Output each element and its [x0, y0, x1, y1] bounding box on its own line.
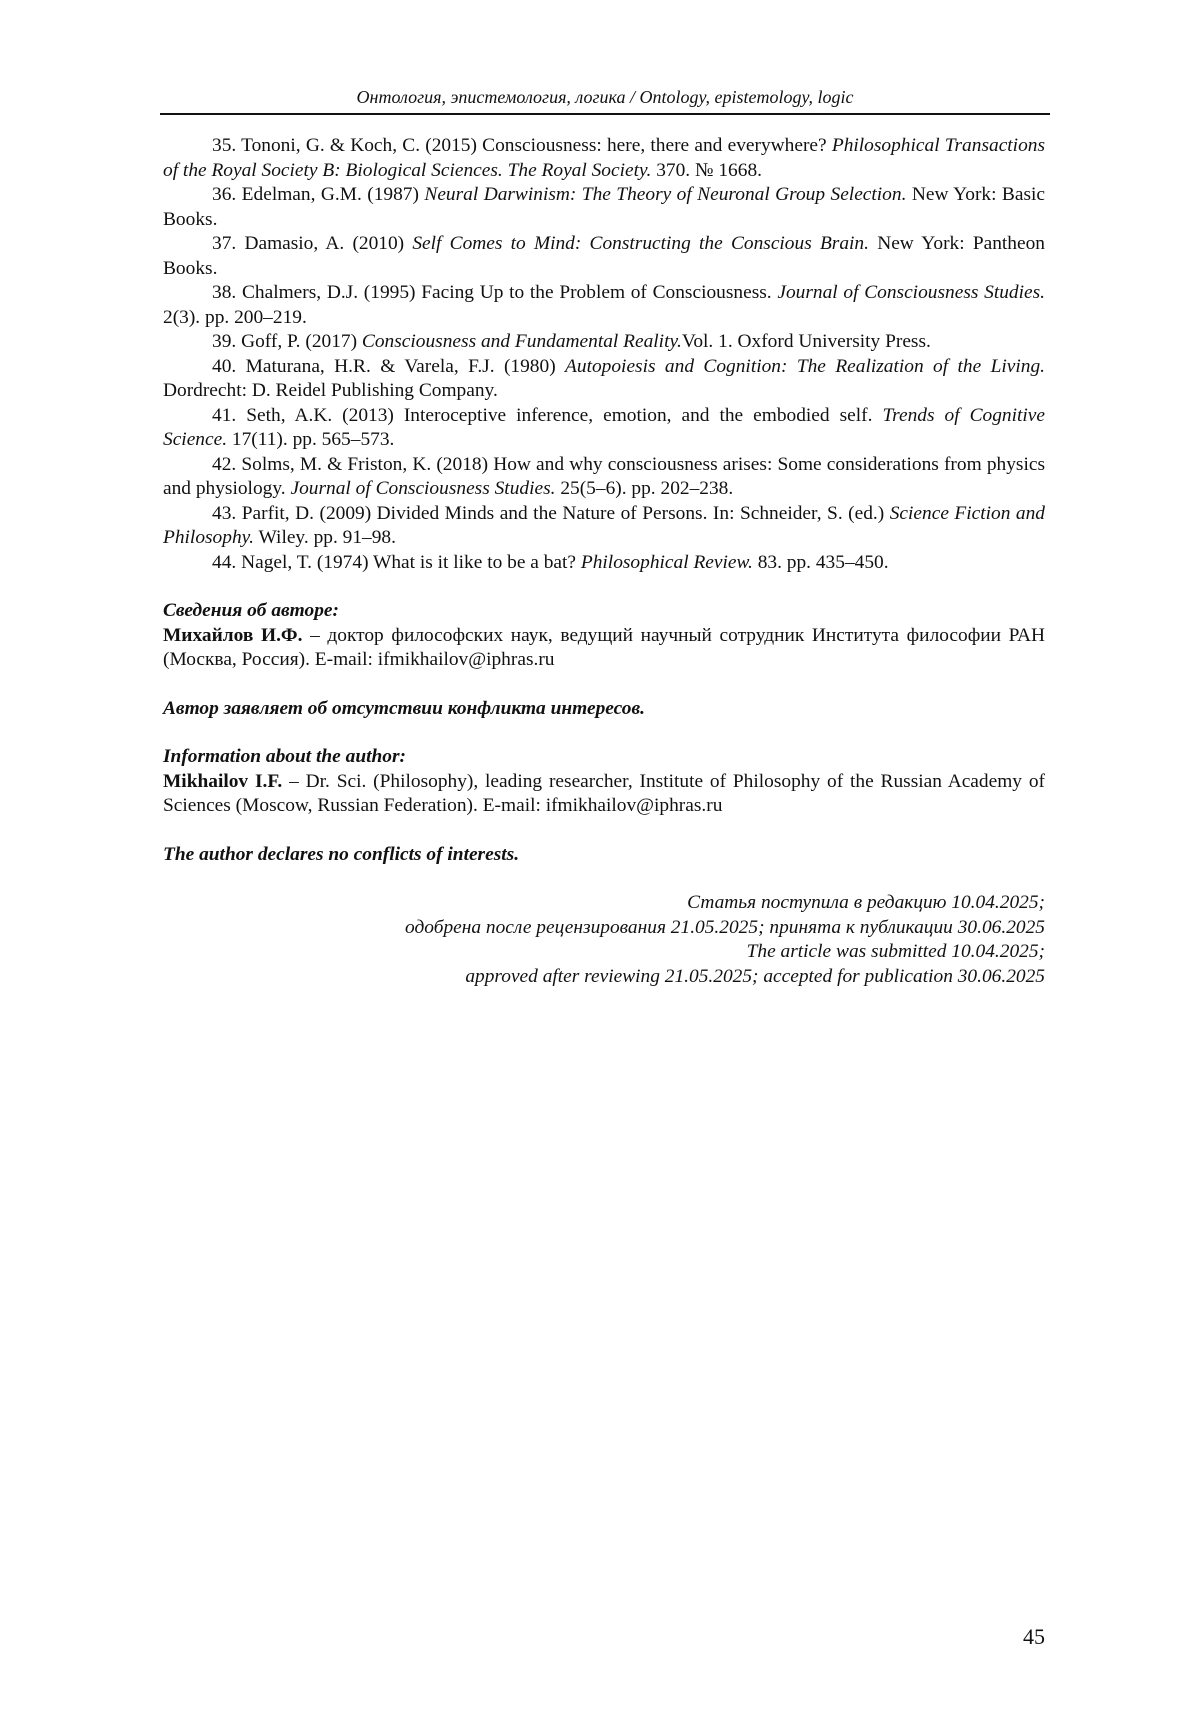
reference-37-details: New York: Pantheon Books. [163, 233, 1045, 279]
reference-42-text: 42. Solms, M. & Friston, K. (2018) How and why consciousness arises: Some considerations from physics and physiology. [163, 453, 1045, 499]
reference-39 [163, 330, 1045, 355]
author-details-ru: – доктор философских наук, ведущий научный сотрудник Института философии РАН (Москва, Россия). E-mail: ifmikhailov@iphras.ru [163, 624, 1045, 670]
reference-38 [163, 281, 1045, 330]
reference-44-details: 83. pp. 435–450. [752, 551, 889, 573]
reference-36-details: New York: Basic Books. [163, 184, 1045, 230]
header-rule [160, 113, 1050, 115]
reference-list [163, 134, 1045, 575]
reference-43-text: 43. Parfit, D. (2009) Divided Minds and the Nature of Persons. In: Schneider, S. (ed.) [212, 502, 890, 524]
reference-40-details: Dordrecht: D. Reidel Publishing Company. [163, 380, 498, 401]
author-name-en: Mikhailov I.F. [163, 770, 283, 792]
reference-44-text: 44. Nagel, T. (1974) What is it like to be a bat? [212, 551, 581, 573]
reference-40-text: 40. Maturana, H.R. & Varela, F.J. (1980) [212, 355, 566, 377]
running-header: Онтология, эпистемология, логика / Ontology, epistemology, logic [356, 87, 854, 107]
reference-41 [163, 404, 1045, 453]
date-line-approved-ru: одобрена после рецензирования 21.05.2025; принята к публикации 30.06.2025 [405, 916, 1045, 938]
reference-36-source: Neural Darwinism: The Theory of Neuronal Group Selection. [424, 184, 907, 205]
article-dates [163, 891, 1045, 989]
conflict-statement-en: The author declares no conflicts of interests. [163, 843, 520, 865]
reference-36 [163, 183, 1045, 232]
reference-44-source: Philosophical Review. [580, 551, 753, 573]
reference-42 [163, 453, 1045, 502]
reference-38-details: 2(3). pp. 200–219. [163, 306, 307, 328]
author-info-ru-text [163, 624, 1045, 673]
spacer [163, 721, 1045, 745]
date-line-approved-en: approved after reviewing 21.05.2025; accepted for publication 30.06.2025 [465, 965, 1045, 987]
reference-37-source: Self Comes to Mind: Constructing the Conscious Brain. [412, 233, 869, 254]
reference-36-text: 36. Edelman, G.M. (1987) [212, 184, 425, 205]
author-details-en: – Dr. Sci. (Philosophy), leading researcher, Institute of Philosophy of the Russian Academy of Sciences (Moscow, Russian Federation). E-mail: ifmikhailov@iphras.ru [163, 770, 1045, 816]
reference-39-source: Consciousness and Fundamental Reality. [361, 331, 682, 352]
spacer [163, 819, 1045, 843]
reference-41-text: 41. Seth, A.K. (2013) Interoceptive inference, emotion, and the embodied self. [212, 404, 883, 426]
reference-37-text: 37. Damasio, A. (2010) [212, 233, 413, 254]
page-body [163, 134, 1045, 989]
reference-44 [163, 551, 1045, 576]
reference-39-details: Vol. 1. Oxford University Press. [681, 331, 931, 352]
reference-41-details: 17(11). pp. 565–573. [227, 429, 395, 450]
reference-35-details: 370. № 1668. [651, 159, 762, 181]
author-info-ru [163, 599, 1045, 673]
reference-43-source: Science Fiction and Philosophy. [163, 502, 1045, 548]
reference-35-source: Philosophical Transactions of the Royal Society B: Biological Sciences. The Royal Society. [163, 135, 1046, 181]
reference-35-text: 35. Tononi, G. & Koch, C. (2015) Consciousness: here, there and everywhere? [212, 135, 832, 156]
author-info-ru-title: Сведения об авторе: [163, 600, 339, 621]
reference-40 [163, 355, 1045, 404]
spacer [163, 867, 1045, 891]
reference-37 [163, 232, 1045, 281]
reference-40-source: Autopoiesis and Cognition: The Realization of the Living. [565, 355, 1045, 377]
date-line-submitted-en: The article was submitted 10.04.2025; [746, 941, 1045, 962]
reference-38-source: Journal of Consciousness Studies. [777, 282, 1045, 303]
author-info-en-text [163, 770, 1045, 819]
reference-38-text: 38. Chalmers, D.J. (1995) Facing Up to the Problem of Consciousness. [212, 282, 778, 303]
date-line-submitted-ru: Статья поступила в редакцию 10.04.2025; [687, 892, 1045, 913]
reference-42-details: 25(5–6). pp. 202–238. [555, 478, 734, 499]
author-info-en-title: Information about the author: [163, 746, 406, 767]
reference-42-source: Journal of Consciousness Studies. [290, 478, 556, 499]
reference-35 [163, 134, 1045, 183]
spacer [163, 673, 1045, 697]
reference-39-text: 39. Goff, P. (2017) [212, 331, 362, 352]
page-number: 45 [1023, 1624, 1045, 1649]
conflict-statement-ru: Автор заявляет об отсутствии конфликта интересов. [163, 697, 645, 719]
reference-41-source: Trends of Cognitive Science. [163, 404, 1045, 450]
spacer [163, 575, 1045, 599]
author-name-ru: Михайлов И.Ф. [163, 624, 303, 646]
author-info-en [163, 745, 1045, 819]
reference-43 [163, 502, 1045, 551]
reference-43-details: Wiley. pp. 91–98. [254, 527, 396, 548]
